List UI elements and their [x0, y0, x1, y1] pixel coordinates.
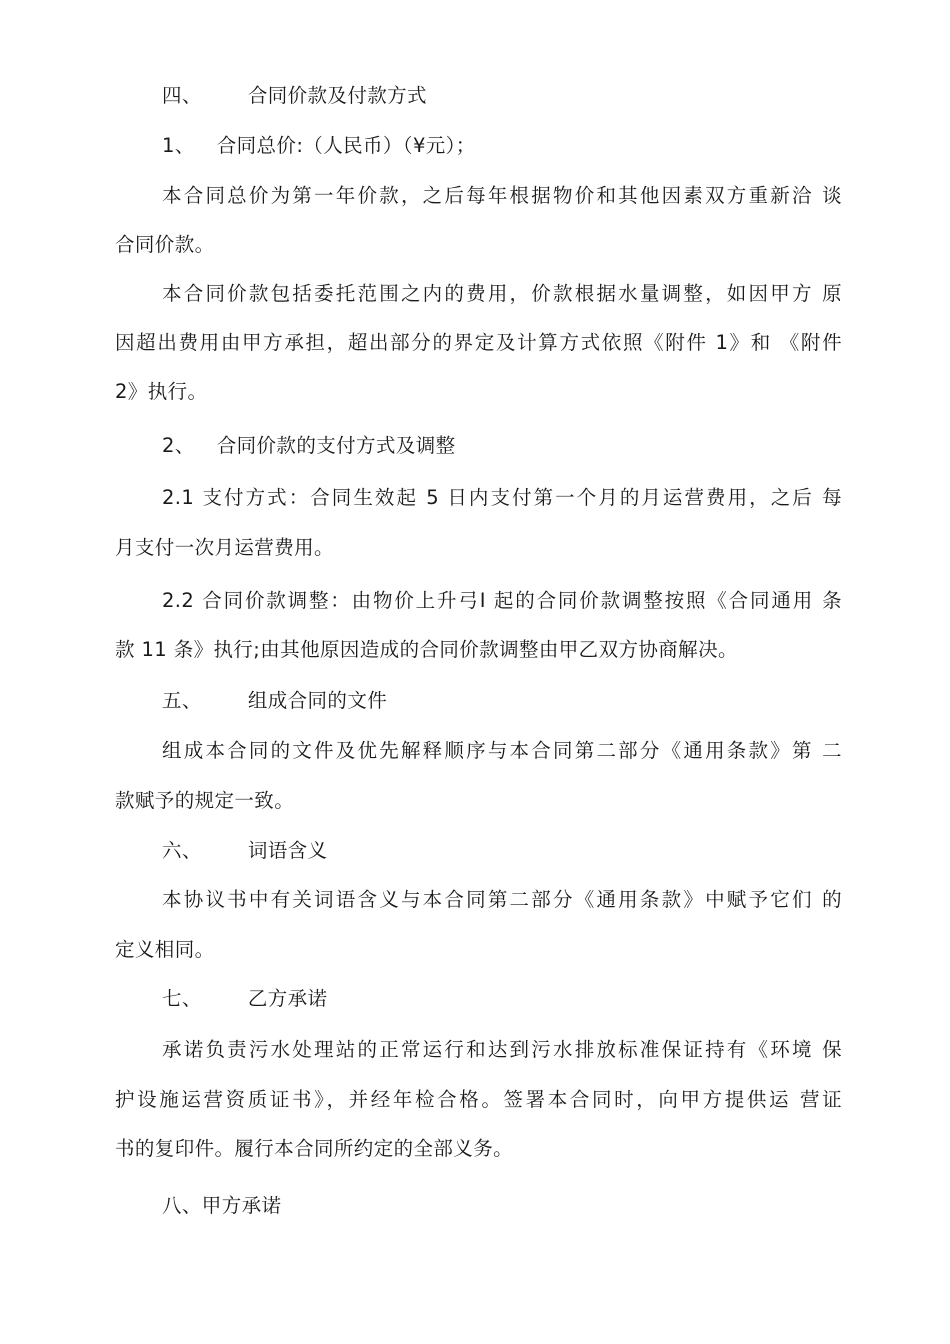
paragraph-line: 护设施运营资质证书》，并经年检合格。签署本合同时，向甲方提供运 营证: [115, 1088, 842, 1111]
section-heading-5: [162, 687, 387, 715]
section-number: 六、: [162, 839, 202, 862]
section-heading-4: [162, 82, 427, 110]
item-heading-2: [162, 432, 456, 460]
paragraph-line: 组成本合同的文件及优先解释顺序与本合同第二部分《通用条款》第 二: [162, 739, 842, 762]
section-title: 乙方承诺: [247, 987, 328, 1010]
section-heading-7: [162, 985, 327, 1013]
section-title: 合同价款及付款方式: [247, 84, 427, 107]
paragraph-line: 合同价款。: [115, 233, 215, 256]
section-heading-6: [162, 837, 327, 865]
paragraph-line: 2.2 合同价款调整：由物价上升弓I 起的合同价款调整按照《合同通用 条: [162, 589, 842, 612]
paragraph-line: 本协议书中有关词语含义与本合同第二部分《通用条款》中赋予它们 的: [162, 888, 842, 911]
paragraph-line: 承诺负责污水处理站的正常运行和达到污水排放标准保证持有《环境 保: [162, 1038, 842, 1061]
paragraph-line: 款 11 条》执行;由其他原因造成的合同价款调整由甲乙双方协商解决。: [115, 638, 738, 661]
item-text: 合同总价:（人民币）（¥元）；: [216, 134, 476, 157]
section-number: 五、: [162, 689, 202, 712]
section-title: 词语含义: [247, 839, 328, 862]
section-number: 七、: [162, 987, 202, 1010]
paragraph-line: 本合同价款包括委托范围之内的费用，价款根据水量调整，如因甲方 原: [162, 282, 842, 305]
paragraph-line: 定义相同。: [115, 938, 215, 961]
item-number: 2、: [162, 434, 195, 457]
section-number: 四、: [162, 84, 202, 107]
section-heading-8: 八、甲方承诺: [162, 1194, 282, 1217]
section-title: 组成合同的文件: [247, 689, 388, 712]
paragraph-line: 款赋予的规定一致。: [115, 789, 295, 812]
item-text: 合同价款的支付方式及调整: [216, 434, 456, 457]
paragraph-line: 因超出费用由甲方承担，超出部分的界定及计算方式依照《附件 1》和 《附件: [115, 331, 842, 354]
paragraph-line: 2》执行。: [115, 380, 208, 403]
paragraph-line: 月支付一次月运营费用。: [115, 536, 334, 559]
item-number: 1、: [162, 134, 195, 157]
paragraph-line: 书的复印件。履行本合同所约定的全部义务。: [115, 1137, 514, 1160]
item-heading-1: [162, 132, 476, 160]
paragraph-line: 2.1 支付方式：合同生效起 5 日内支付第一个月的月运营费用，之后 每: [162, 486, 842, 509]
paragraph-line: 本合同总价为第一年价款，之后每年根据物价和其他因素双方重新洽 谈: [162, 184, 842, 207]
